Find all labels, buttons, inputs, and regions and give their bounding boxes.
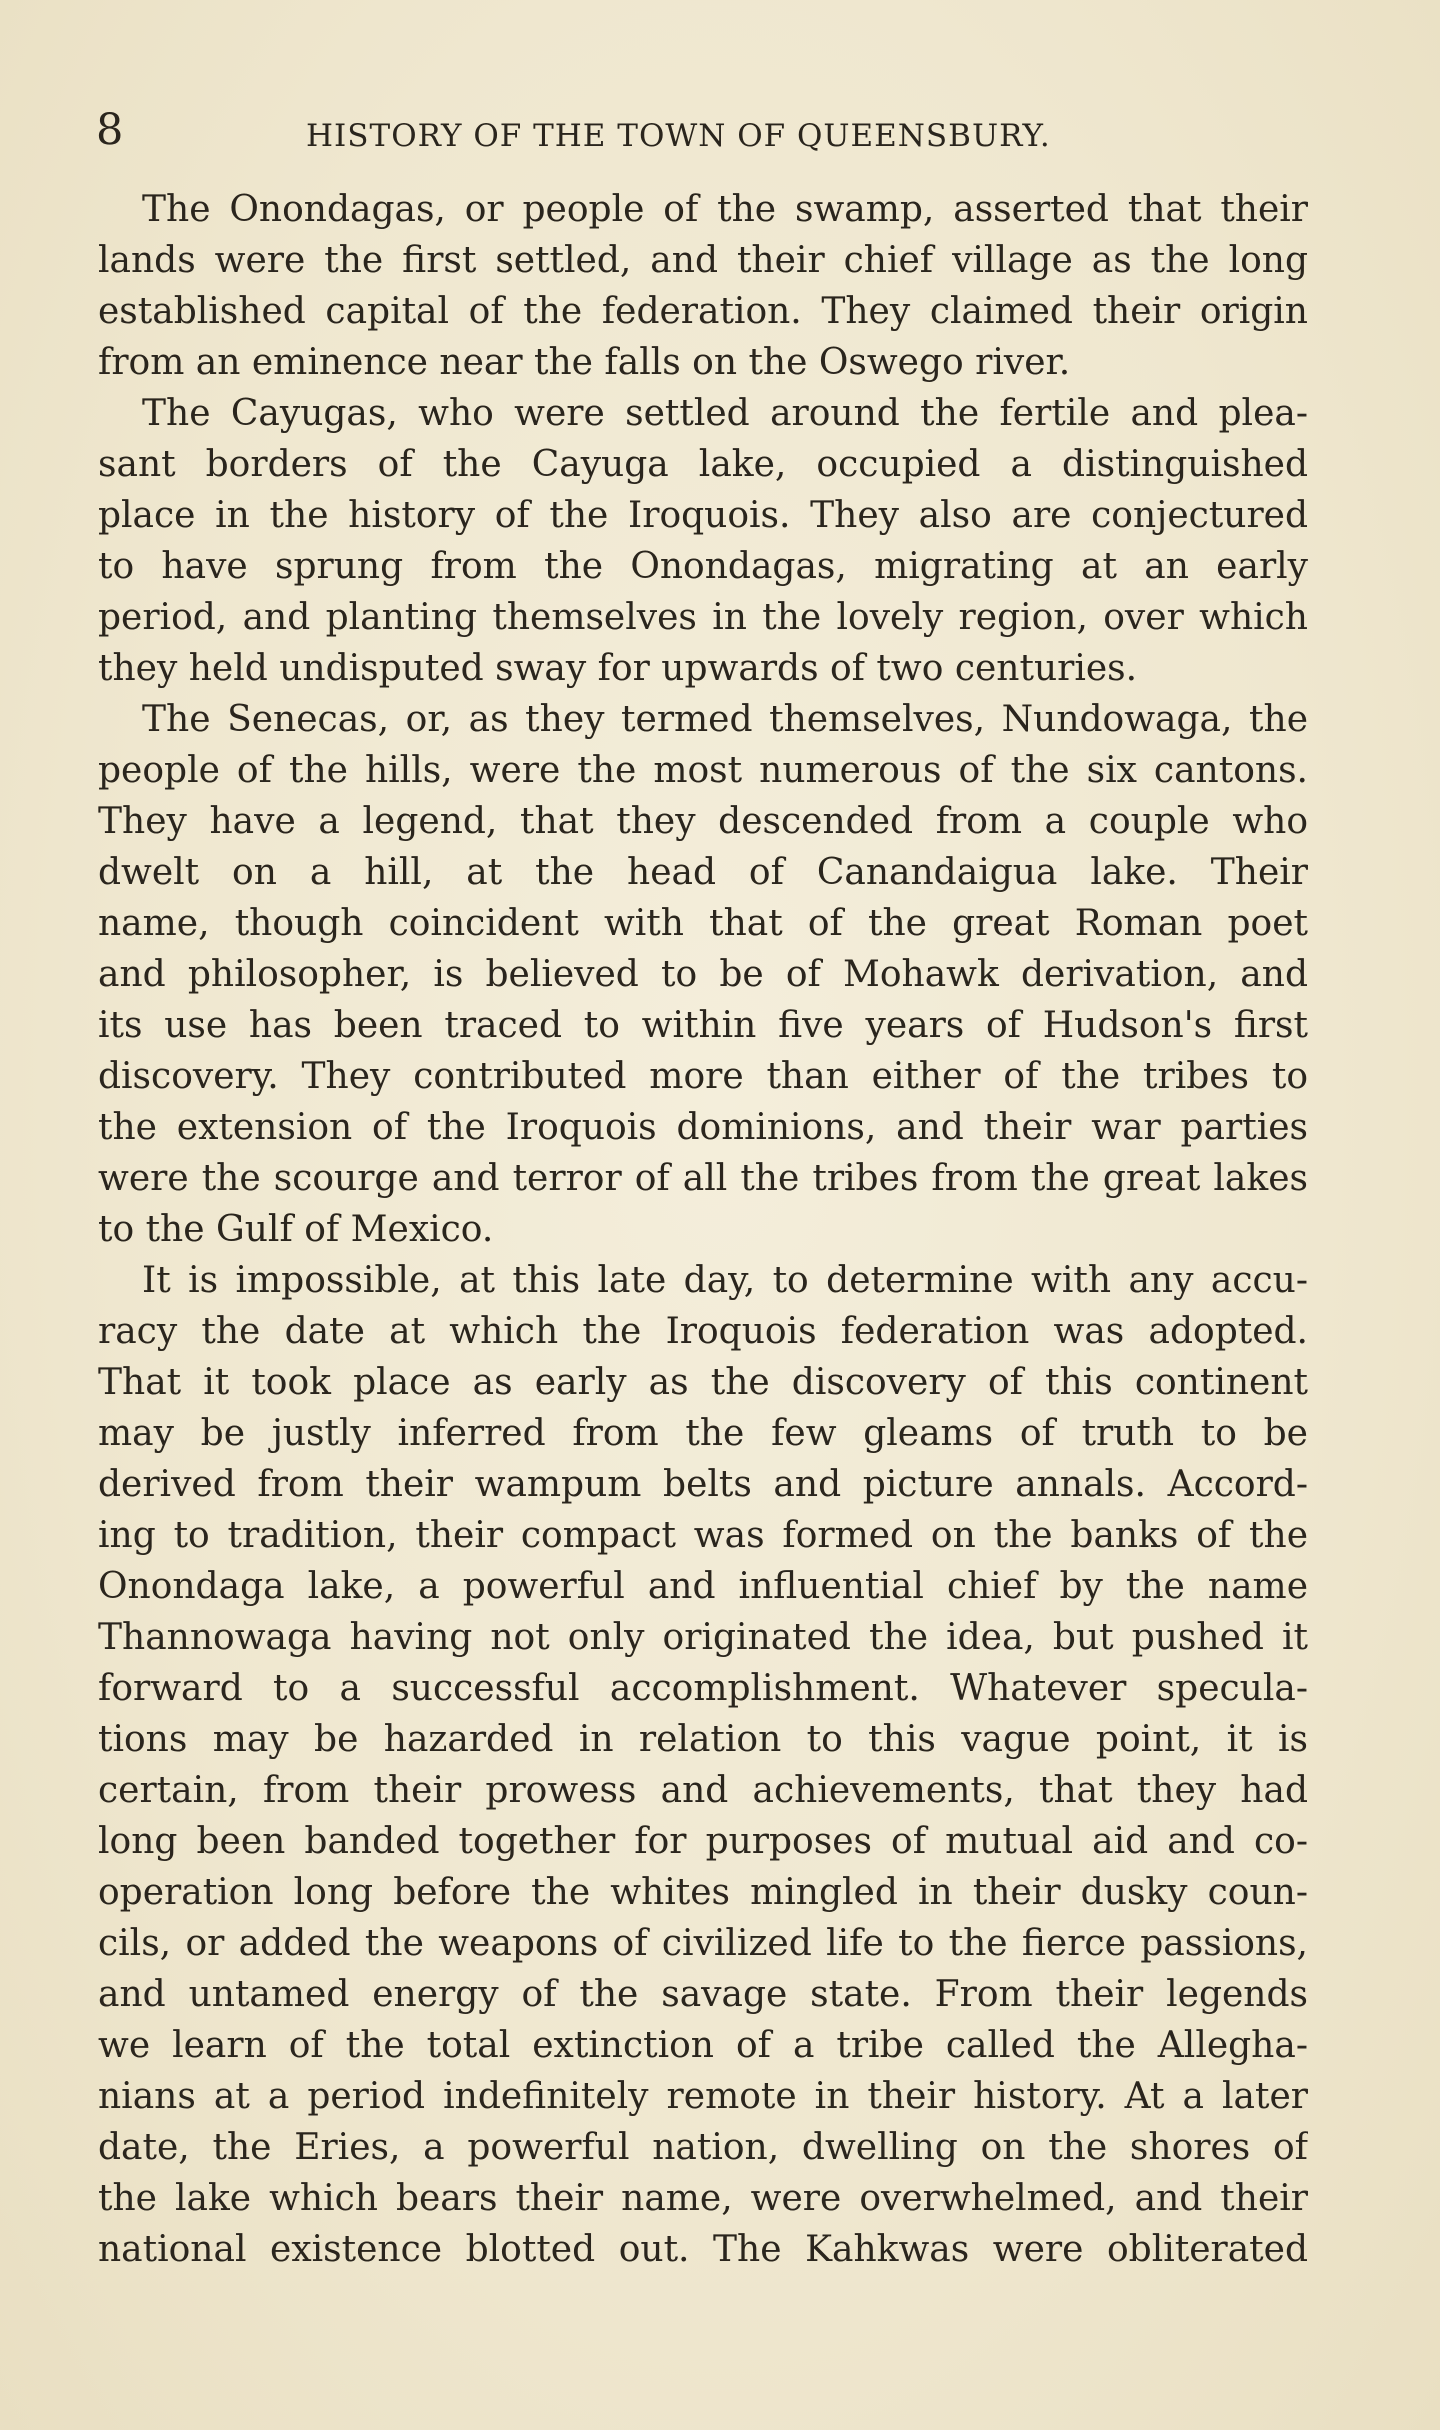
text-line: ing to tradition, their compact was formed on the banks of the: [98, 1515, 1308, 1556]
text-line: Onondaga lake, a powerful and influential chief by the name: [98, 1566, 1308, 1607]
text-line: and untamed energy of the savage state. From their legends: [98, 1974, 1308, 2015]
text-line: may be justly inferred from the few gleams of truth to be: [98, 1413, 1308, 1454]
text-line: the lake which bears their name, were overwhelmed, and their: [98, 2178, 1308, 2219]
text-line: It is impossible, at this late day, to determine with any accu-: [142, 1260, 1308, 1301]
text-line: established capital of the federation. They claimed their origin: [98, 291, 1308, 332]
text-line: dwelt on a hill, at the head of Canandaigua lake. Their: [98, 852, 1308, 893]
running-head: HISTORY OF THE TOWN OF QUEENSBURY.: [306, 118, 1051, 154]
text-line: from an eminence near the falls on the Oswego river.: [98, 342, 1071, 383]
text-line: place in the history of the Iroquois. They also are conjectured: [98, 495, 1308, 536]
text-line: discovery. They contributed more than either of the tribes to: [98, 1056, 1308, 1097]
text-line: operation long before the whites mingled in their dusky coun-: [98, 1872, 1308, 1913]
text-line: the extension of the Iroquois dominions, and their war parties: [98, 1107, 1308, 1148]
text-line: The Cayugas, who were settled around the fertile and plea-: [142, 393, 1308, 434]
text-line: they held undisputed sway for upwards of two centuries.: [98, 648, 1138, 689]
text-line: period, and planting themselves in the lovely region, over which: [98, 597, 1308, 638]
text-line: certain, from their prowess and achievements, that they had: [98, 1770, 1308, 1811]
text-line: tions may be hazarded in relation to this vague point, it is: [98, 1719, 1308, 1760]
text-line: nians at a period indefinitely remote in their history. At a later: [98, 2076, 1308, 2117]
text-line: national existence blotted out. The Kahkwas were obliterated: [98, 2229, 1308, 2270]
text-line: The Senecas, or, as they termed themselves, Nundowaga, the: [142, 699, 1308, 740]
text-line: date, the Eries, a powerful nation, dwelling on the shores of: [98, 2127, 1308, 2168]
text-line: lands were the first settled, and their chief village as the long: [98, 240, 1308, 281]
text-line: to have sprung from the Onondagas, migrating at an early: [98, 546, 1308, 587]
text-line: people of the hills, were the most numerous of the six cantons.: [98, 750, 1308, 791]
text-line: we learn of the total extinction of a tribe called the Allegha-: [98, 2025, 1308, 2066]
text-line: long been banded together for purposes of mutual aid and co-: [98, 1821, 1308, 1862]
text-line: That it took place as early as the discovery of this continent: [98, 1362, 1308, 1403]
text-line: They have a legend, that they descended from a couple who: [98, 801, 1308, 842]
text-line: racy the date at which the Iroquois federation was adopted.: [98, 1311, 1308, 1352]
text-line: were the scourge and terror of all the tribes from the great lakes: [98, 1158, 1308, 1199]
text-line: and philosopher, is believed to be of Mohawk derivation, and: [98, 954, 1308, 995]
text-line: cils, or added the weapons of civilized life to the fierce passions,: [98, 1923, 1308, 1964]
text-line: forward to a successful accomplishment. Whatever specula-: [98, 1668, 1308, 1709]
text-line: name, though coincident with that of the great Roman poet: [98, 903, 1308, 944]
text-line: derived from their wampum belts and picture annals. Accord-: [98, 1464, 1308, 1505]
page-header: [96, 100, 1106, 170]
text-line: Thannowaga having not only originated the idea, but pushed it: [98, 1617, 1308, 1658]
text-line: sant borders of the Cayuga lake, occupied a distinguished: [98, 444, 1308, 485]
page-number: 8: [96, 105, 124, 155]
text-line: The Onondagas, or people of the swamp, asserted that their: [142, 189, 1308, 230]
body-text: [98, 184, 1308, 2275]
text-line: its use has been traced to within five years of Hudson's first: [98, 1005, 1308, 1046]
text-line: to the Gulf of Mexico.: [98, 1209, 494, 1250]
